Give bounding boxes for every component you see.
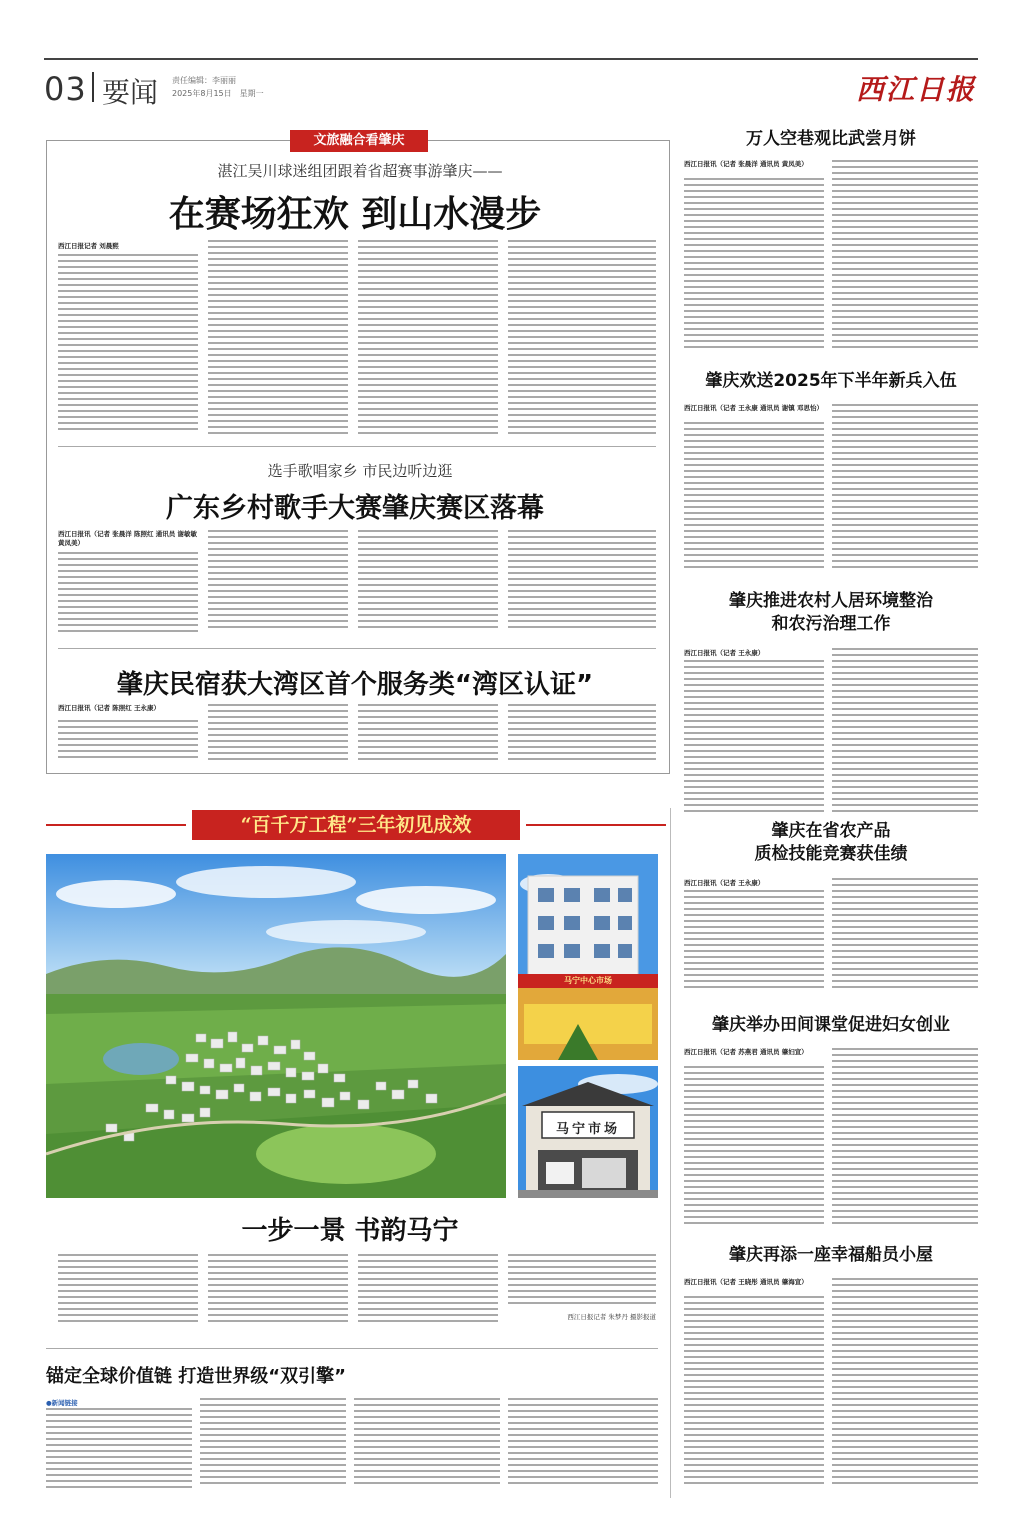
right-article-title-line: 质检技能竞赛获佳绩 bbox=[754, 844, 908, 864]
market-gate-photo bbox=[518, 1066, 658, 1198]
right-article-title-line: 和农污治理工作 bbox=[771, 614, 891, 634]
feature-tag: 文旅融合看肇庆 bbox=[290, 130, 428, 152]
right-article-text-b bbox=[832, 648, 978, 812]
bottom-text-col-4 bbox=[508, 1398, 658, 1488]
right-article-title-line: 肇庆推进农村人居环境整治 bbox=[729, 591, 933, 611]
right-article-text-b bbox=[832, 878, 978, 990]
editor-line: 责任编辑：李丽丽 bbox=[172, 76, 236, 85]
feature-byline: 西江日报记者 刘晨熙 bbox=[58, 242, 119, 250]
bottom-divider bbox=[46, 1348, 658, 1349]
right-article-text-a bbox=[684, 178, 824, 350]
right-article-title bbox=[684, 128, 978, 150]
right-article-title-line: 肇庆再添一座幸福船员小屋 bbox=[729, 1245, 933, 1265]
singer-kicker: 选手歌唱家乡 市民边听边逛 bbox=[267, 462, 453, 480]
photo-story-text-col-4 bbox=[508, 1254, 656, 1304]
singer-text-col-4 bbox=[508, 530, 656, 632]
feature-text-col-3 bbox=[358, 240, 498, 434]
market-building-photo bbox=[518, 854, 658, 1060]
masthead bbox=[44, 58, 978, 110]
right-article-title-line: 肇庆欢送2025年下半年新兵入伍 bbox=[705, 371, 957, 391]
right-article-byline: 西江日报讯（记者 张晨洋 通讯员 黄凤美） bbox=[684, 160, 808, 168]
banner-rule-right bbox=[526, 824, 666, 826]
right-article-title bbox=[684, 590, 978, 636]
right-article-title bbox=[684, 1244, 978, 1266]
bottom-headline: 锚定全球价值链 打造世界级“双引擎” bbox=[46, 1366, 346, 1387]
village-aerial-photo bbox=[46, 854, 506, 1198]
homestay-text-col-2 bbox=[208, 704, 348, 762]
homestay-headline: 肇庆民宿获大湾区首个服务类“湾区认证” bbox=[116, 670, 594, 700]
homestay-text-col-4 bbox=[508, 704, 656, 762]
newspaper-logo: 西江日报 bbox=[855, 73, 976, 106]
photo-story-text-col-1 bbox=[58, 1254, 198, 1326]
right-article-title bbox=[684, 370, 978, 392]
feature-text-col-4 bbox=[508, 240, 656, 434]
singer-text-col-3 bbox=[358, 530, 498, 632]
section-banner: “百千万工程”三年初见成效 bbox=[192, 810, 520, 840]
right-article-text-a bbox=[684, 422, 824, 570]
feature-divider-2 bbox=[58, 648, 656, 649]
right-article-title-line: 肇庆举办田间课堂促进妇女创业 bbox=[712, 1015, 950, 1035]
singer-headline: 广东乡村歌手大赛肇庆赛区落幕 bbox=[166, 493, 544, 524]
right-article-byline: 西江日报讯（记者 苏燕君 通讯员 肇妇宣） bbox=[684, 1048, 808, 1056]
photo-credit: 西江日报记者 朱梦丹 摄影报道 bbox=[567, 1313, 656, 1321]
banner-rule-left bbox=[46, 824, 186, 826]
right-article-byline: 西江日报讯（记者 王晓彤 通讯员 肇海宣） bbox=[684, 1278, 808, 1286]
feature-text-col-1 bbox=[58, 254, 198, 434]
right-article-text-a bbox=[684, 1296, 824, 1488]
homestay-byline: 西江日报讯（记者 陈照红 王永康） bbox=[58, 704, 161, 712]
photo-story-headline: 一步一景 书韵马宁 bbox=[241, 1216, 459, 1246]
right-article-text-b bbox=[832, 1048, 978, 1226]
right-article-text-b bbox=[832, 160, 978, 350]
singer-text-col-2 bbox=[208, 530, 348, 632]
right-article-text-b bbox=[832, 1278, 978, 1488]
feature-headline: 在赛场狂欢 到山水漫步 bbox=[168, 194, 542, 235]
bottom-text-col-1 bbox=[46, 1408, 192, 1488]
column-rule bbox=[670, 808, 671, 1498]
section-name: 要闻 bbox=[102, 76, 159, 109]
page-number: 03 bbox=[44, 70, 87, 108]
bottom-text-col-2 bbox=[200, 1398, 346, 1488]
masthead-divider bbox=[92, 72, 94, 102]
market-gate-sign-text: 马宁市场 bbox=[555, 1122, 620, 1137]
right-article-text-a bbox=[684, 1066, 824, 1226]
masthead-rule bbox=[44, 58, 978, 60]
right-article-text-a bbox=[684, 660, 824, 812]
photo-story-text-col-3 bbox=[358, 1254, 498, 1326]
right-article-text-b bbox=[832, 404, 978, 570]
right-article-byline: 西江日报讯（记者 王永康） bbox=[684, 649, 765, 657]
feature-divider-1 bbox=[58, 446, 656, 447]
singer-text-col-1 bbox=[58, 552, 198, 632]
right-article-text-a bbox=[684, 890, 824, 990]
singer-byline: 西江日报讯（记者 张晨洋 陈照红 通讯员 谢敏敏 黄凤美） bbox=[58, 530, 198, 547]
homestay-text-col-1 bbox=[58, 720, 198, 762]
right-article-title bbox=[684, 1014, 978, 1036]
bottom-byline: ●新闻链接 bbox=[46, 1399, 78, 1407]
right-article-title-line: 万人空巷观比武尝月饼 bbox=[746, 129, 916, 149]
homestay-text-col-3 bbox=[358, 704, 498, 762]
photo-story-text-col-2 bbox=[208, 1254, 348, 1326]
edition-meta bbox=[172, 74, 264, 100]
right-article-byline: 西江日报讯（记者 王永康 通讯员 谢镇 邓思怡） bbox=[684, 404, 824, 412]
feature-text-col-2 bbox=[208, 240, 348, 434]
bottom-text-col-3 bbox=[354, 1398, 500, 1488]
feature-kicker: 湛江吴川球迷组团跟着省超赛事游肇庆—— bbox=[217, 162, 503, 180]
right-article-title bbox=[684, 820, 978, 866]
market-sign-text: 马宁中心市场 bbox=[564, 976, 612, 985]
date-line: 2025年8月15日 星期一 bbox=[172, 89, 264, 98]
right-article-byline: 西江日报讯（记者 王永康） bbox=[684, 879, 765, 887]
right-article-title-line: 肇庆在省农产品 bbox=[771, 821, 891, 841]
